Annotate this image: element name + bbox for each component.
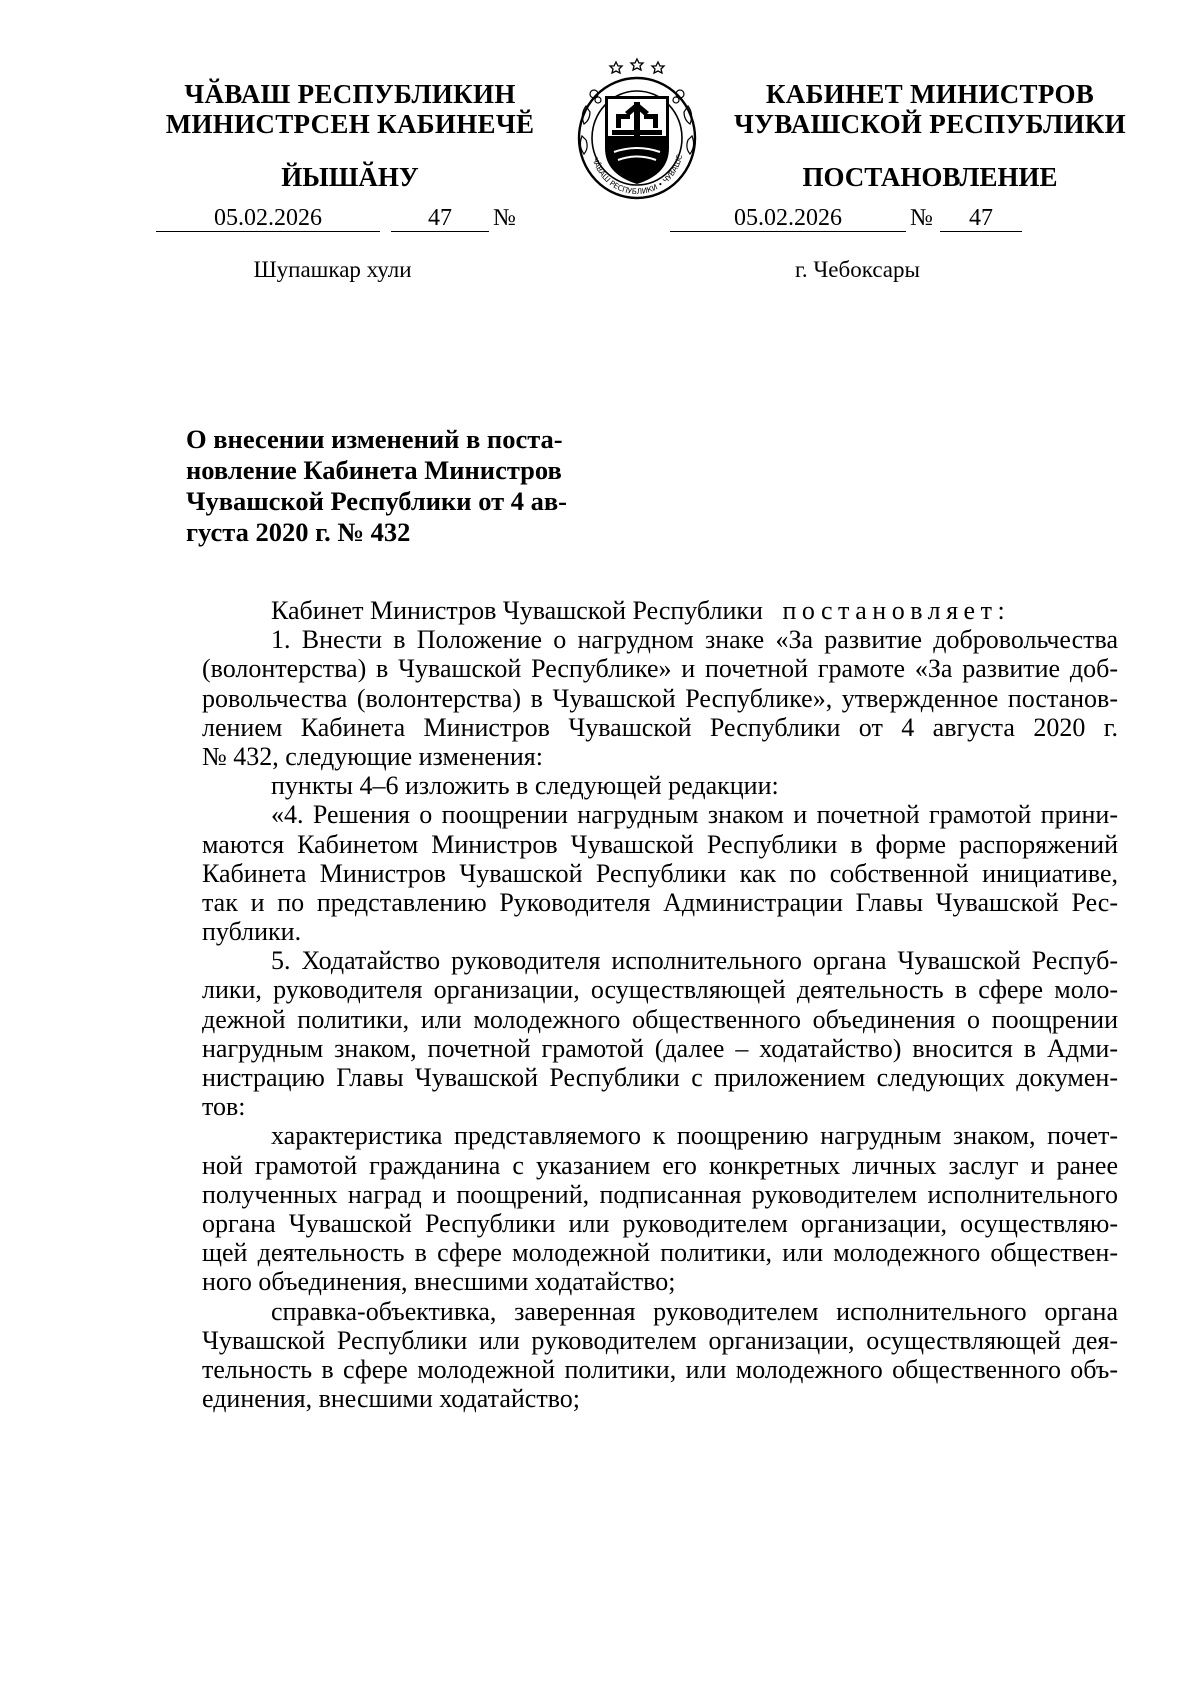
right-header-line2: ЧУВАШСКОЙ РЕСПУБЛИКИ [734,109,1126,139]
body-line: тов: [202,1092,246,1122]
left-city: Шупашкар хули [253,257,412,282]
right-number-field: 47 [940,205,1022,232]
body-line: Кабинета Министров Чувашской Республики как по собственной инициативе, [202,858,1118,888]
left-number-field: 47 [391,205,489,232]
right-date-field: 05.02.2026 [670,205,906,232]
body-line: маются Кабинетом Министров Чувашской Республики в форме распоряжений [202,829,1118,859]
body-line: дежной политики, или молодежного общественного объединения о поощрении [202,1004,1118,1034]
title-line: Чувашской Республики от 4 ав- [186,486,568,516]
body-intro [202,596,1118,625]
left-header [150,79,550,139]
intro-text: Кабинет Министров Чувашской Республики [271,596,763,625]
document-title [186,424,568,548]
right-city: г. Чебоксары [795,257,920,282]
body-line: лики, руководителя организации, осуществляющей деятельность в сфере моло- [202,975,1118,1005]
left-number-sign: № [493,205,516,231]
title-line: густа 2020 г. № 432 [186,517,411,547]
body-line: Чувашской Республики или руководителем организации, осуществляющей дея- [202,1325,1118,1355]
body-line: справка-объективка, заверенная руководителем исполнительного органа [271,1296,1118,1326]
body-line: единения, внесшими ходатайство; [202,1384,581,1414]
body-line: (волонтерства) в Чувашской Республике» и почетной грамоте «За развитие доб- [202,654,1118,684]
right-header [720,79,1140,139]
body-line: ной грамотой гражданина с указанием его конкретных личных заслуг и ранее [202,1150,1118,1180]
document-body [202,596,1118,1413]
body-line: ровольчества (волонтерства) в Чувашской Республике», утвержденное постанов- [202,683,1118,713]
body-line: нагрудным знаком, почетной грамотой (далее – ходатайство) вносится в Адми- [202,1033,1118,1063]
body-line: полученных наград и поощрений, подписанная руководителем исполнительного [202,1179,1118,1209]
body-line: так и по представлению Руководителя Администрации Главы Чувашской Рес- [202,887,1118,917]
body-line: органа Чувашской Республики или руководителем организации, осуществляю- [202,1208,1118,1238]
title-line: новление Кабинета Министров [186,455,562,485]
body-line: лением Кабинета Министров Чувашской Республики от 4 августа 2020 г. [202,712,1118,742]
body-line: характеристика представляемого к поощрению нагрудным знаком, почет- [271,1121,1118,1151]
intro-verb: постановляет: [782,596,1011,625]
left-date-field: 05.02.2026 [156,205,380,232]
body-line: пункты 4–6 изложить в следующей редакции: [271,771,779,801]
left-header-line2: МИНИСТРСЕН КАБИНЕЧӖ [165,109,535,139]
body-line: тельность в сфере молодежной политики, или молодежного общественного объ- [202,1354,1118,1384]
left-doc-type: ЙЫШӐНУ [281,162,419,192]
title-line: О внесении изменений в поста- [186,424,563,454]
coat-of-arms-icon [572,56,702,201]
right-doc-type: ПОСТАНОВЛЕНИЕ [802,162,1058,192]
body-line: «4. Решения о поощрении нагрудным знаком и почетной грамотой прини- [271,800,1118,830]
body-line: № 432, следующие изменения: [202,741,543,771]
body-line: 1. Внести в Положение о нагрудном знаке «За развитие добровольчества [271,625,1118,655]
body-line: публики. [202,917,302,947]
body-line: щей деятельность в сфере молодежной политики, или молодежного обществен- [202,1238,1118,1268]
body-line: ного объединения, внесшими ходатайство; [202,1267,676,1297]
left-header-line1: ЧӐВАШ РЕСПУБЛИКИН [184,79,516,109]
svg-text:ЧӐВАШ РЕСПУБЛИКИ • ЧУВАШСКАЯ Р: ЧӐВАШ РЕСПУБЛИКИ • ЧУВАШС [590,153,685,197]
right-number-sign: № [910,205,933,231]
right-header-line1: КАБИНЕТ МИНИСТРОВ [765,79,1095,109]
body-line: 5. Ходатайство руководителя исполнительного органа Чувашской Респуб- [271,946,1118,976]
body-line: нистрацию Главы Чувашской Республики с приложением следующих докумен- [202,1063,1118,1092]
